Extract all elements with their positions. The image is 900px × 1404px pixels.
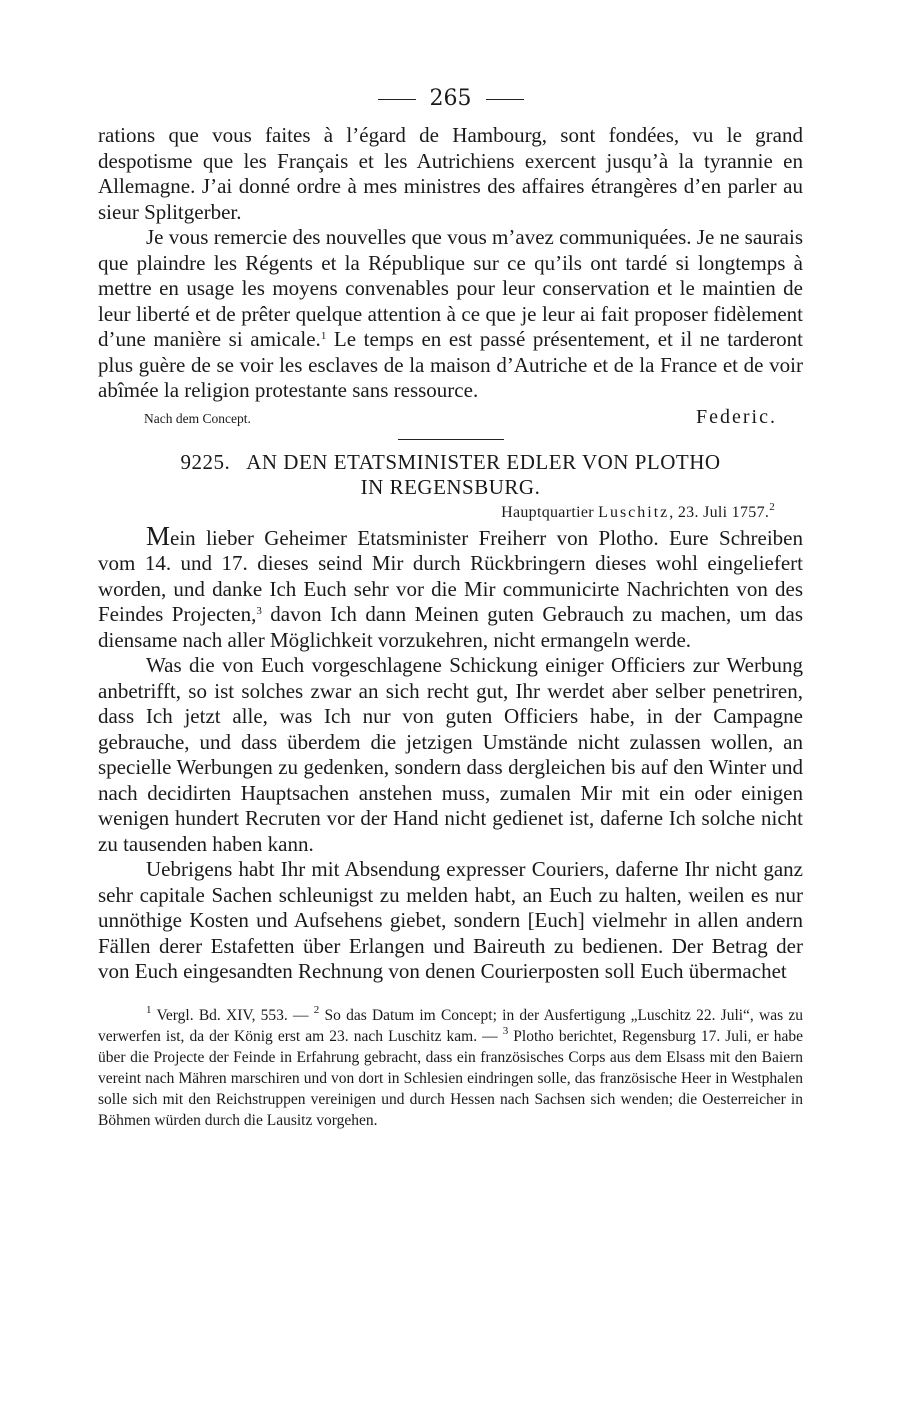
footnote-mark-3: 3 [502, 1024, 509, 1037]
letter2-paragraph-1-text-a: ein lieber Geheimer Etatsminister Freiherr von Plotho. Eure Schreiben vom 14. und 17. dieses seind Mir durch Rückbringern dieses wohl eingeliefert worden, und danke Ich Euch sehr vor die Mir communicirte Nachrichten von des Feindes Projecten, [98, 525, 803, 626]
letter2-paragraph-1 [98, 520, 803, 654]
date-place: Luschitz [598, 503, 670, 521]
footnote-ref-2: 2 [769, 500, 775, 513]
date-prefix: Hauptquartier [501, 503, 599, 521]
page-header [98, 86, 803, 111]
footnote-block [98, 1005, 803, 1131]
footnote-mark-1: 1 [146, 1003, 152, 1016]
date-text: , 23. Juli 1757. [669, 503, 770, 521]
signature: Federic. [696, 405, 777, 428]
footnote-mark-2: 2 [313, 1003, 320, 1016]
letter2-paragraph-1-text-b: davon Ich dann Meinen guten Gebrauch zu machen, um das diensame nach aller Möglichkeit vorzukehren, nicht ermangeln werde. [98, 602, 803, 652]
letter2-paragraph-3: Uebrigens habt Ihr mit Absendung expresser Couriers, daferne Ihr nicht ganz sehr capitale Sachen schleunigst zu melden habt, an Euch zu halten, weilen es nur unnöthige Kosten und Aufsehens giebet, sondern [Euch] vielmehr in allen andern Fällen derer Estafetten über Erlangen und Baireuth zu bedienen. Der Betrag der von Euch eingesandten Rechnung von denen Courierposten soll Euch übermachet [98, 857, 803, 983]
footnote-3: Plotho berichtet, Regensburg 17. Juli, er habe über die Projecte der Feinde in Erfahrung gebracht, dass ein französisches Corps aus dem Elsass mit den Baiern vereint nach Mähren marschiren und von dort in Schlesien eindringen solle, das französische Heer in Westphalen solle sich mit den Reichstruppen vereinigen und durch Hessen nach Sachsen sich wenden; die Oesterreicher in Böhmen würden durch die Lausitz vorgehen. [98, 1027, 803, 1129]
letter1-closing [98, 406, 803, 429]
section-divider [398, 439, 504, 440]
initial-letter: M [146, 520, 171, 551]
source-note: Nach dem Concept. [144, 410, 251, 426]
footnote-2: So das Datum im Concept; in der Ausfertigung „Luschitz 22. Juli“, was zu verwerfen ist, da der König erst am 23. nach Luschitz kam. — [98, 1006, 803, 1045]
letter1-paragraph-1: rations que vous faites à l’égard de Hambourg, sont fondées, vu le grand despotisme que les Français et les Autrichiens exercent jusqu’à la tyrannie en Allemagne. J’ai donné ordre à mes ministres des affaires étrangères d’en parler au sieur Splitgerber. [98, 123, 803, 224]
letter-1 [98, 123, 803, 404]
letter-2 [98, 520, 803, 985]
document-page [98, 86, 803, 1131]
footnote-ref-3: 3 [256, 605, 262, 617]
footnote-1: Vergl. Bd. XIV, 553. — [151, 1006, 314, 1024]
footnote-ref-1: 1 [320, 330, 327, 342]
dateline [98, 500, 775, 522]
letter1-paragraph-2-text-b: Le temps en est passé présentement, et il ne tarderont plus guère de se voir les esclaves de la maison d’Autriche et de la France et de voir abîmée la religion protestante sans ressource. [98, 327, 803, 402]
header-dash-right [486, 99, 524, 100]
page-number: 265 [429, 86, 472, 111]
addressee: AN DEN ETATSMINISTER EDLER VON PLOTHO [246, 449, 721, 474]
heading-line-2: IN REGENSBURG. [360, 474, 541, 499]
letter1-paragraph-2 [98, 225, 803, 404]
footnotes [98, 1005, 803, 1131]
letter-number: 9225. [180, 449, 231, 474]
heading-line-1 [98, 450, 803, 475]
letter1-paragraph-2-text-a: Je vous remercie des nouvelles que vous m’avez communiquées. Je ne saurais que plaindre les Régents et la République sur ce qu’ils ont tardé si longtemps à mettre en usage les moyens convenables pour leur conservation et le maintien de leur liberté et de prêter quelque attention à ce que je leur ai fait proposer fidèlement d’une manière si amicale. [98, 225, 803, 351]
header-dash-left [378, 99, 416, 100]
letter2-paragraph-2: Was die von Euch vorgeschlagene Schickung einiger Officiers zur Werbung anbetrifft, so ist solches zwar an sich recht gut, Ihr werdet aber selber penetriren, dass Ich jetzt alle, was Ich nur von guten Officiers habe, in der Campagne gebrauche, und dass überdem die jetzigen Umstände nicht zulassen wollen, an specielle Werbungen zu gedenken, sondern dass dergleichen bis auf den Winter und nach decidirten Hauptsachen anstehen muss, zumalen Mir mit ein oder einigen wenigen hundert Recruten vor der Hand nicht gedienet ist, daferne Ich solche nicht zu tausenden haben kann. [98, 653, 803, 856]
letter2-heading [98, 450, 803, 500]
